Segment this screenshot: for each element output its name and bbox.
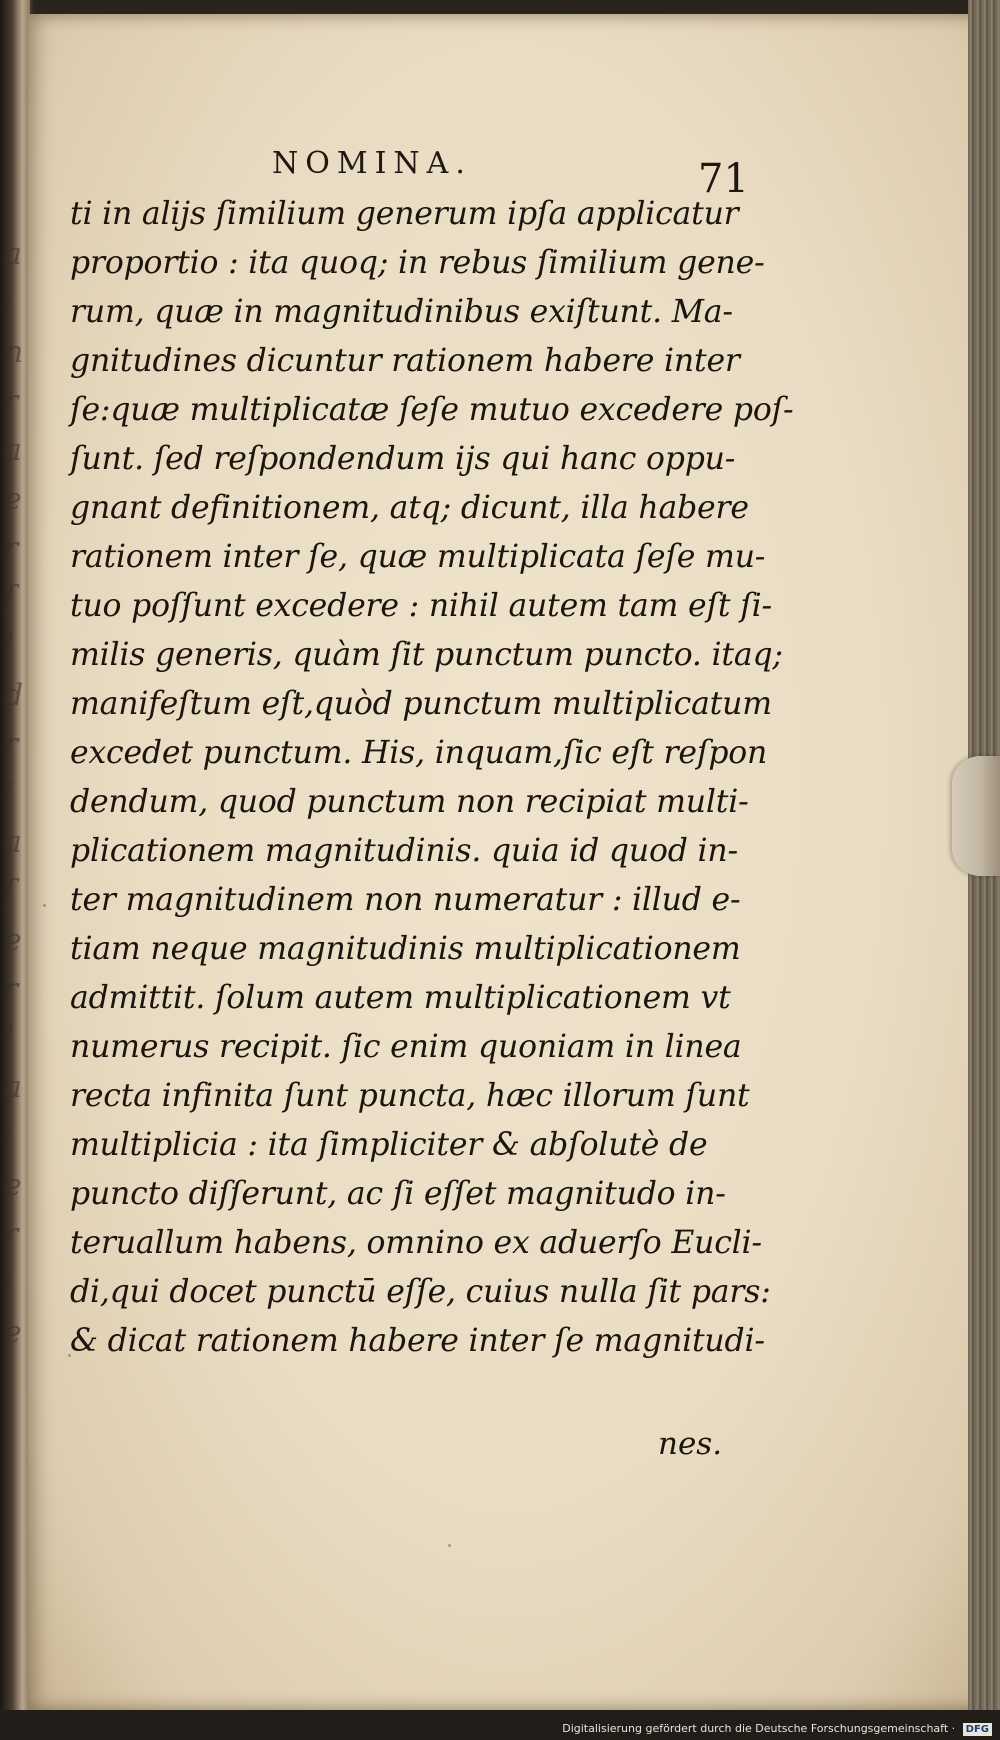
text-line: milis generis, quàm ſit punctum puncto. itaq; xyxy=(70,637,783,673)
page-number: 71 xyxy=(698,156,749,202)
facing-page-edge xyxy=(0,0,30,1740)
text-line: dendum, quod punctum non recipiat multi- xyxy=(70,784,749,820)
text-line: ſunt. ſed reſpondendum ijs qui hanc oppu- xyxy=(70,441,736,477)
catchword: nes. xyxy=(658,1426,723,1462)
text-line: ti in alijs ſimilium generum ipſa applicatur xyxy=(70,196,739,232)
text-line: excedet punctum. His, inquam,ſic eſt reſpon xyxy=(70,735,768,771)
text-line: tiam neque magnitudinis multiplicationem xyxy=(70,931,741,967)
text-line: numerus recipit. ſic enim quoniam in linea xyxy=(70,1029,742,1065)
text-line: admittit. ſolum autem multiplicationem vt xyxy=(70,980,731,1016)
text-line: rationem inter ſe, quæ multiplicata ſeſe mu- xyxy=(70,539,766,575)
text-line: proportio : ita quoq; in rebus ſimilium gene- xyxy=(70,245,765,281)
text-line: manifeſtum eſt,quòd punctum multiplicatum xyxy=(70,686,772,722)
text-line: & dicat rationem habere inter ſe magnitudi- xyxy=(70,1323,765,1359)
text-line: ſe:quæ multiplicatæ ſeſe mutuo excedere poſ- xyxy=(70,392,794,428)
body-text xyxy=(70,190,800,1366)
text-line: puncto diſſerunt, ac ſi eſſet magnitudo in- xyxy=(70,1176,726,1212)
credit-text: Digitalisierung gefördert durch die Deutsche Forschungsgemeinschaft · xyxy=(562,1722,956,1735)
text-line: teruallum habens, omnino ex aduerſo Eucli- xyxy=(70,1225,762,1261)
text-line: recta infinita ſunt puncta, hæc illorum ſunt xyxy=(70,1078,750,1114)
text-line: rum, quæ in magnitudinibus exiſtunt. Ma- xyxy=(70,294,733,330)
text-line: plicationem magnitudinis. quia id quod in- xyxy=(70,833,738,869)
text-line: gnant definitionem, atq; dicunt, illa habere xyxy=(70,490,749,526)
digitization-credit xyxy=(562,1722,992,1736)
text-line: ter magnitudinem non numeratur : illud e- xyxy=(70,882,741,918)
text-line: gnitudines dicuntur rationem habere inter xyxy=(70,343,740,379)
text-line: multiplicia : ita ſimpliciter & abſolutè de xyxy=(70,1127,708,1163)
facing-page-fragment: a i n r a e r ſ l d r i a ſ e r l a i e r i e xyxy=(4,237,24,1350)
dfg-logo: DFG xyxy=(963,1723,992,1736)
text-line: di,qui docet punctū eſſe, cuius nulla ſit pars: xyxy=(70,1274,771,1310)
text-line: tuo poſſunt excedere : nihil autem tam eſt ſi- xyxy=(70,588,772,624)
book-clip xyxy=(952,756,1000,876)
running-head: NOMINA. xyxy=(272,146,472,181)
